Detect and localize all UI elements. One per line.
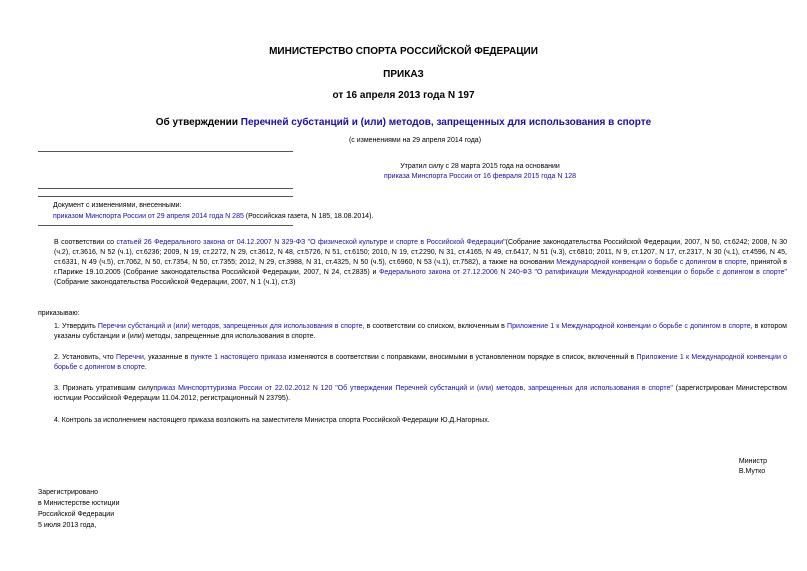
appendix-link[interactable]: Приложение 1 к Международной конвенции о борьбе с допингом в спорте: [54, 354, 787, 371]
registration-block: [38, 487, 119, 531]
preamble-text: В соответствии со: [54, 239, 117, 246]
revoked-note: [150, 162, 807, 182]
paragraph-1-link[interactable]: пункте 1 настоящего приказа: [190, 354, 287, 361]
signature-block: [739, 457, 767, 477]
preamble-text: , принятой в г.Париже 19.10.2005 (Собрание законодательства Российской Федерации, 2007, N 24, ст.2835) и: [54, 259, 787, 276]
item-text: 2. Установить, что: [54, 354, 116, 361]
signature-role: Министр: [738, 458, 767, 465]
title-prefix: Об утверждении: [155, 117, 241, 128]
divider: [38, 225, 293, 226]
item-text: , в котором указаны субстанции и (или) методы, запрещенные для использования в спорте.: [54, 323, 787, 340]
order-item-2: [38, 353, 787, 373]
lists-link[interactable]: Перечни субстанций и (или) методов, запрещенных для использования в спорте: [97, 323, 363, 330]
order-word: приказываю:: [38, 310, 80, 317]
repealed-order-link[interactable]: приказ Минспорттуризма России от 22.02.2012 N 120 "Об утверждении Перечней субстанций и (или) методов, запрещенных для использования в спорте": [153, 385, 673, 392]
divider: [38, 188, 293, 189]
item-text: (зарегистрирован Министерством юстиции Российской Федерации 11.04.2012, регистрационный N 23795).: [54, 385, 787, 402]
order-item-3: [38, 384, 787, 404]
item-text: 1. Утвердить: [54, 323, 98, 330]
ratification-law-link[interactable]: Федерального закона от 27.12.2006 N 240-ФЗ "О ратификации Международной конвенции о борьбе с допингом в спорте": [379, 269, 787, 276]
divider: [38, 196, 293, 197]
revoked-order-link[interactable]: приказа Минспорта России от 16 февраля 2015 года N 128: [383, 173, 577, 180]
order-item-1: [38, 322, 787, 342]
item-text: , в соответствии со списком, включенным в: [362, 323, 508, 330]
registration-line: в Министерстве юстиции: [38, 500, 120, 507]
amending-order-link[interactable]: приказом Минспорта России от 29 апреля 2014 года N 285: [53, 213, 244, 220]
doc-changes-label: Документ с изменениями, внесенными:: [53, 202, 182, 209]
preamble-text: (Собрание законодательства Российской Федерации, 2007, N 50, ст.6242; 2008, N 30 (ч.2), ст.3616, N 52 (ч.1), ст.6236; 2009, N 19, ст.2272, N 29, ст.3612, N 48, ст.5726, N 51, ст.6150; 2010, N 19, ст.2290, N 31, ст.4165, N 49, ст.6417, N 51 (ч.3), ст.6810; 2011, N 9, ст.1207, N 17, ст.2317, N 30 (ч.1), ст.4596, N 45, ст.6331, N 49 (ч.5), ст.7062, N 50, ст.7354, N 50, ст.7355; 2012, N 29, ст.3988, N 31, ст.4325, N 50 (ч.5), ст.6960, N 53 (ч.1), ст.7582), а также на основании: [54, 239, 787, 266]
order-item-4: 4. Контроль за исполнением настоящего приказа возложить на заместителя Министра спорта Российской Федерации Ю.Д.Нагорных.: [54, 417, 490, 424]
doc-changes-tail: (Российская газета, N 185, 18.08.2014).: [243, 213, 374, 220]
convention-link[interactable]: Международной конвенции о борьбе с допингом в спорте: [556, 259, 747, 266]
order-heading: ПРИКАЗ: [383, 69, 424, 80]
preamble-paragraph: [38, 238, 787, 288]
title-link[interactable]: Перечней субстанций и (или) методов, запрещенных для использования в спорте: [240, 117, 652, 128]
divider: [38, 151, 293, 152]
registration-line: Российской Федерации: [38, 511, 115, 518]
item-text: изменяются в соответствии с поправками, вносимыми в установленном порядке в список, включенный в: [286, 354, 637, 361]
item-text: .: [144, 364, 147, 371]
signature-name: В.Мутко: [738, 468, 766, 475]
item-text: , указанные в: [143, 354, 191, 361]
registration-line: Зарегистрировано: [38, 489, 98, 496]
document-title: [0, 117, 807, 128]
appendix-link[interactable]: Приложение 1 к Международной конвенции о борьбе с допингом в спорте: [507, 323, 751, 330]
order-date: от 16 апреля 2013 года N 197: [332, 90, 475, 101]
registration-line: 5 июля 2013 года,: [38, 522, 97, 529]
doc-changes: [53, 200, 753, 222]
item-text: 3. Признать утратившим силу: [54, 385, 154, 392]
preamble-text: (Собрание законодательства Российской Федерации, 2007, N 1 (ч.1), ст.3): [54, 279, 296, 286]
lists-link[interactable]: Перечни: [115, 354, 144, 361]
revoked-line: Утратил силу с 28 марта 2015 года на основании: [400, 163, 560, 170]
ministry-heading: МИНИСТЕРСТВО СПОРТА РОССИЙСКОЙ ФЕДЕРАЦИИ: [269, 46, 538, 57]
amend-note: (с изменениями на 29 апреля 2014 года): [348, 137, 482, 144]
law-article-link[interactable]: статьей 26 Федерального закона от 04.12.2007 N 329-ФЗ "О физической культуре и спорте в Российской Федерации": [116, 239, 506, 246]
